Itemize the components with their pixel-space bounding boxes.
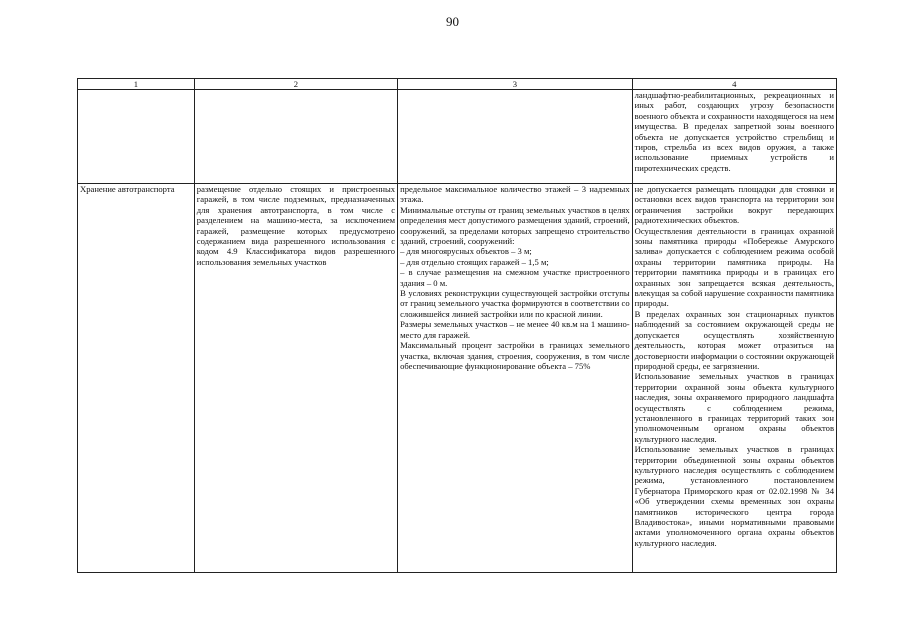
table-row-vehicle-storage xyxy=(78,184,837,573)
parameter-paragraph: – для многоярусных объектов – 3 м; xyxy=(400,246,532,257)
table-row-continuation xyxy=(78,90,837,184)
restriction-paragraph: В пределах охранных зон стационарных пунктов наблюдений за состоянием окружающей среды не допускается осуществлять хозяйственную деятельность, которая может отразиться на достоверности информации о состоянии окружающей природной среды, ее загрязнении. xyxy=(634,308,834,371)
restriction-paragraph: не допускается размещать площадки для стоянки и остановки всех видов транспорта на территории зон ограничения застройки вокруг передающих радиотехнических объектов. xyxy=(634,184,834,226)
parameter-paragraph: Минимальные отступы от границ земельных участков в целях определения мест допустимого размещения зданий, строений, сооружений, за пределами которых запрещено строительство зданий, строений, сооружений: xyxy=(400,204,630,247)
restriction-paragraph: Использование земельных участков в границах территории объединенной зоны охраны объектов культурного наследия осуществлять с соблюдением режима, установленного постановлением Губернатора Приморского края от 02.02.1998 № 34 «Об утверждении схемы временных зон охраны памятников исторического центра города Владивостока», иными нормативными правовыми актами уполномоченного органа охраны объектов культурного наследия. xyxy=(634,444,834,548)
parameter-paragraph: Размеры земельных участков – не менее 40 кв.м на 1 машино-место для гаражей. xyxy=(400,319,630,340)
cell-continuation-col3 xyxy=(398,90,633,184)
parameter-paragraph: – для отдельно стоящих гаражей – 1,5 м; xyxy=(400,256,549,267)
restrictions-cell xyxy=(632,184,836,573)
land-use-type-cell: Хранение автотранспорта xyxy=(78,184,195,573)
parameter-paragraph: Максимальный процент застройки в границах земельного участка, включая здания, строения, сооружения, в том числе обеспечивающие функционирование объекта – 75% xyxy=(400,340,630,371)
table-header-row xyxy=(78,79,837,90)
restriction-paragraph: Использование земельных участков в границах территории охранной зоны объекта культурного наследия, зоны охраняемого природного ландшафта осуществлять с соблюдением режима, установленного в границах территорий таких зон уполномоченным органом охраны объектов культурного наследия. xyxy=(634,371,834,444)
cell-continuation-col2 xyxy=(194,90,397,184)
restriction-paragraph: Осуществления деятельности в границах охранной зоны памятника природы «Побережье Амурского залива» допускается с соблюдением режима особой охраны территории памятника природы. На территории памятника природы и в границах его охранных зон запрещается всякая деятельность, влекущая за собой нарушение сохранности памятника природы. xyxy=(634,225,834,309)
header-cell-4: 4 xyxy=(632,79,836,90)
parameter-paragraph: В условиях реконструкции существующей застройки отступы от границ земельного участка формируются в соответствии со сложившейся линией застройки или по красной линии. xyxy=(400,288,630,319)
page-number: 90 xyxy=(446,14,459,29)
header-cell-2: 2 xyxy=(194,79,397,90)
header-cell-1: 1 xyxy=(78,79,195,90)
parameters-cell xyxy=(398,184,633,573)
parameter-paragraph: предельное максимальное количество этажей – 3 надземных этажа. xyxy=(400,184,630,205)
header-cell-3: 3 xyxy=(398,79,633,90)
regulations-table xyxy=(77,78,837,573)
land-use-description-cell: размещение отдельно стоящих и пристроенных гаражей, в том числе подземных, предназначенных для хранения автотранспорта, в том числе с разделением на машино-места, за исключением гаражей, размещение которых предусмотрено содержанием вида разрешенного использования с кодом 4.9 Классификатора видов разрешенного использования земельных участков xyxy=(194,184,397,573)
parameter-paragraph: – в случае размещения на смежном участке пристроенного здания – 0 м. xyxy=(400,267,630,288)
cell-continuation-col1 xyxy=(78,90,195,184)
cell-continuation-col4: ландшафтно-реабилитационных, рекреационных и иных работ, создающих угрозу безопасности военного объекта и сохранности находящегося на нем имущества. В пределах запретной зоны военного объекта не допускается устройство стрельбищ и тиров, стрельба из всех видов оружия, а также использование приемных устройств и пиротехнических средств. xyxy=(632,90,836,184)
